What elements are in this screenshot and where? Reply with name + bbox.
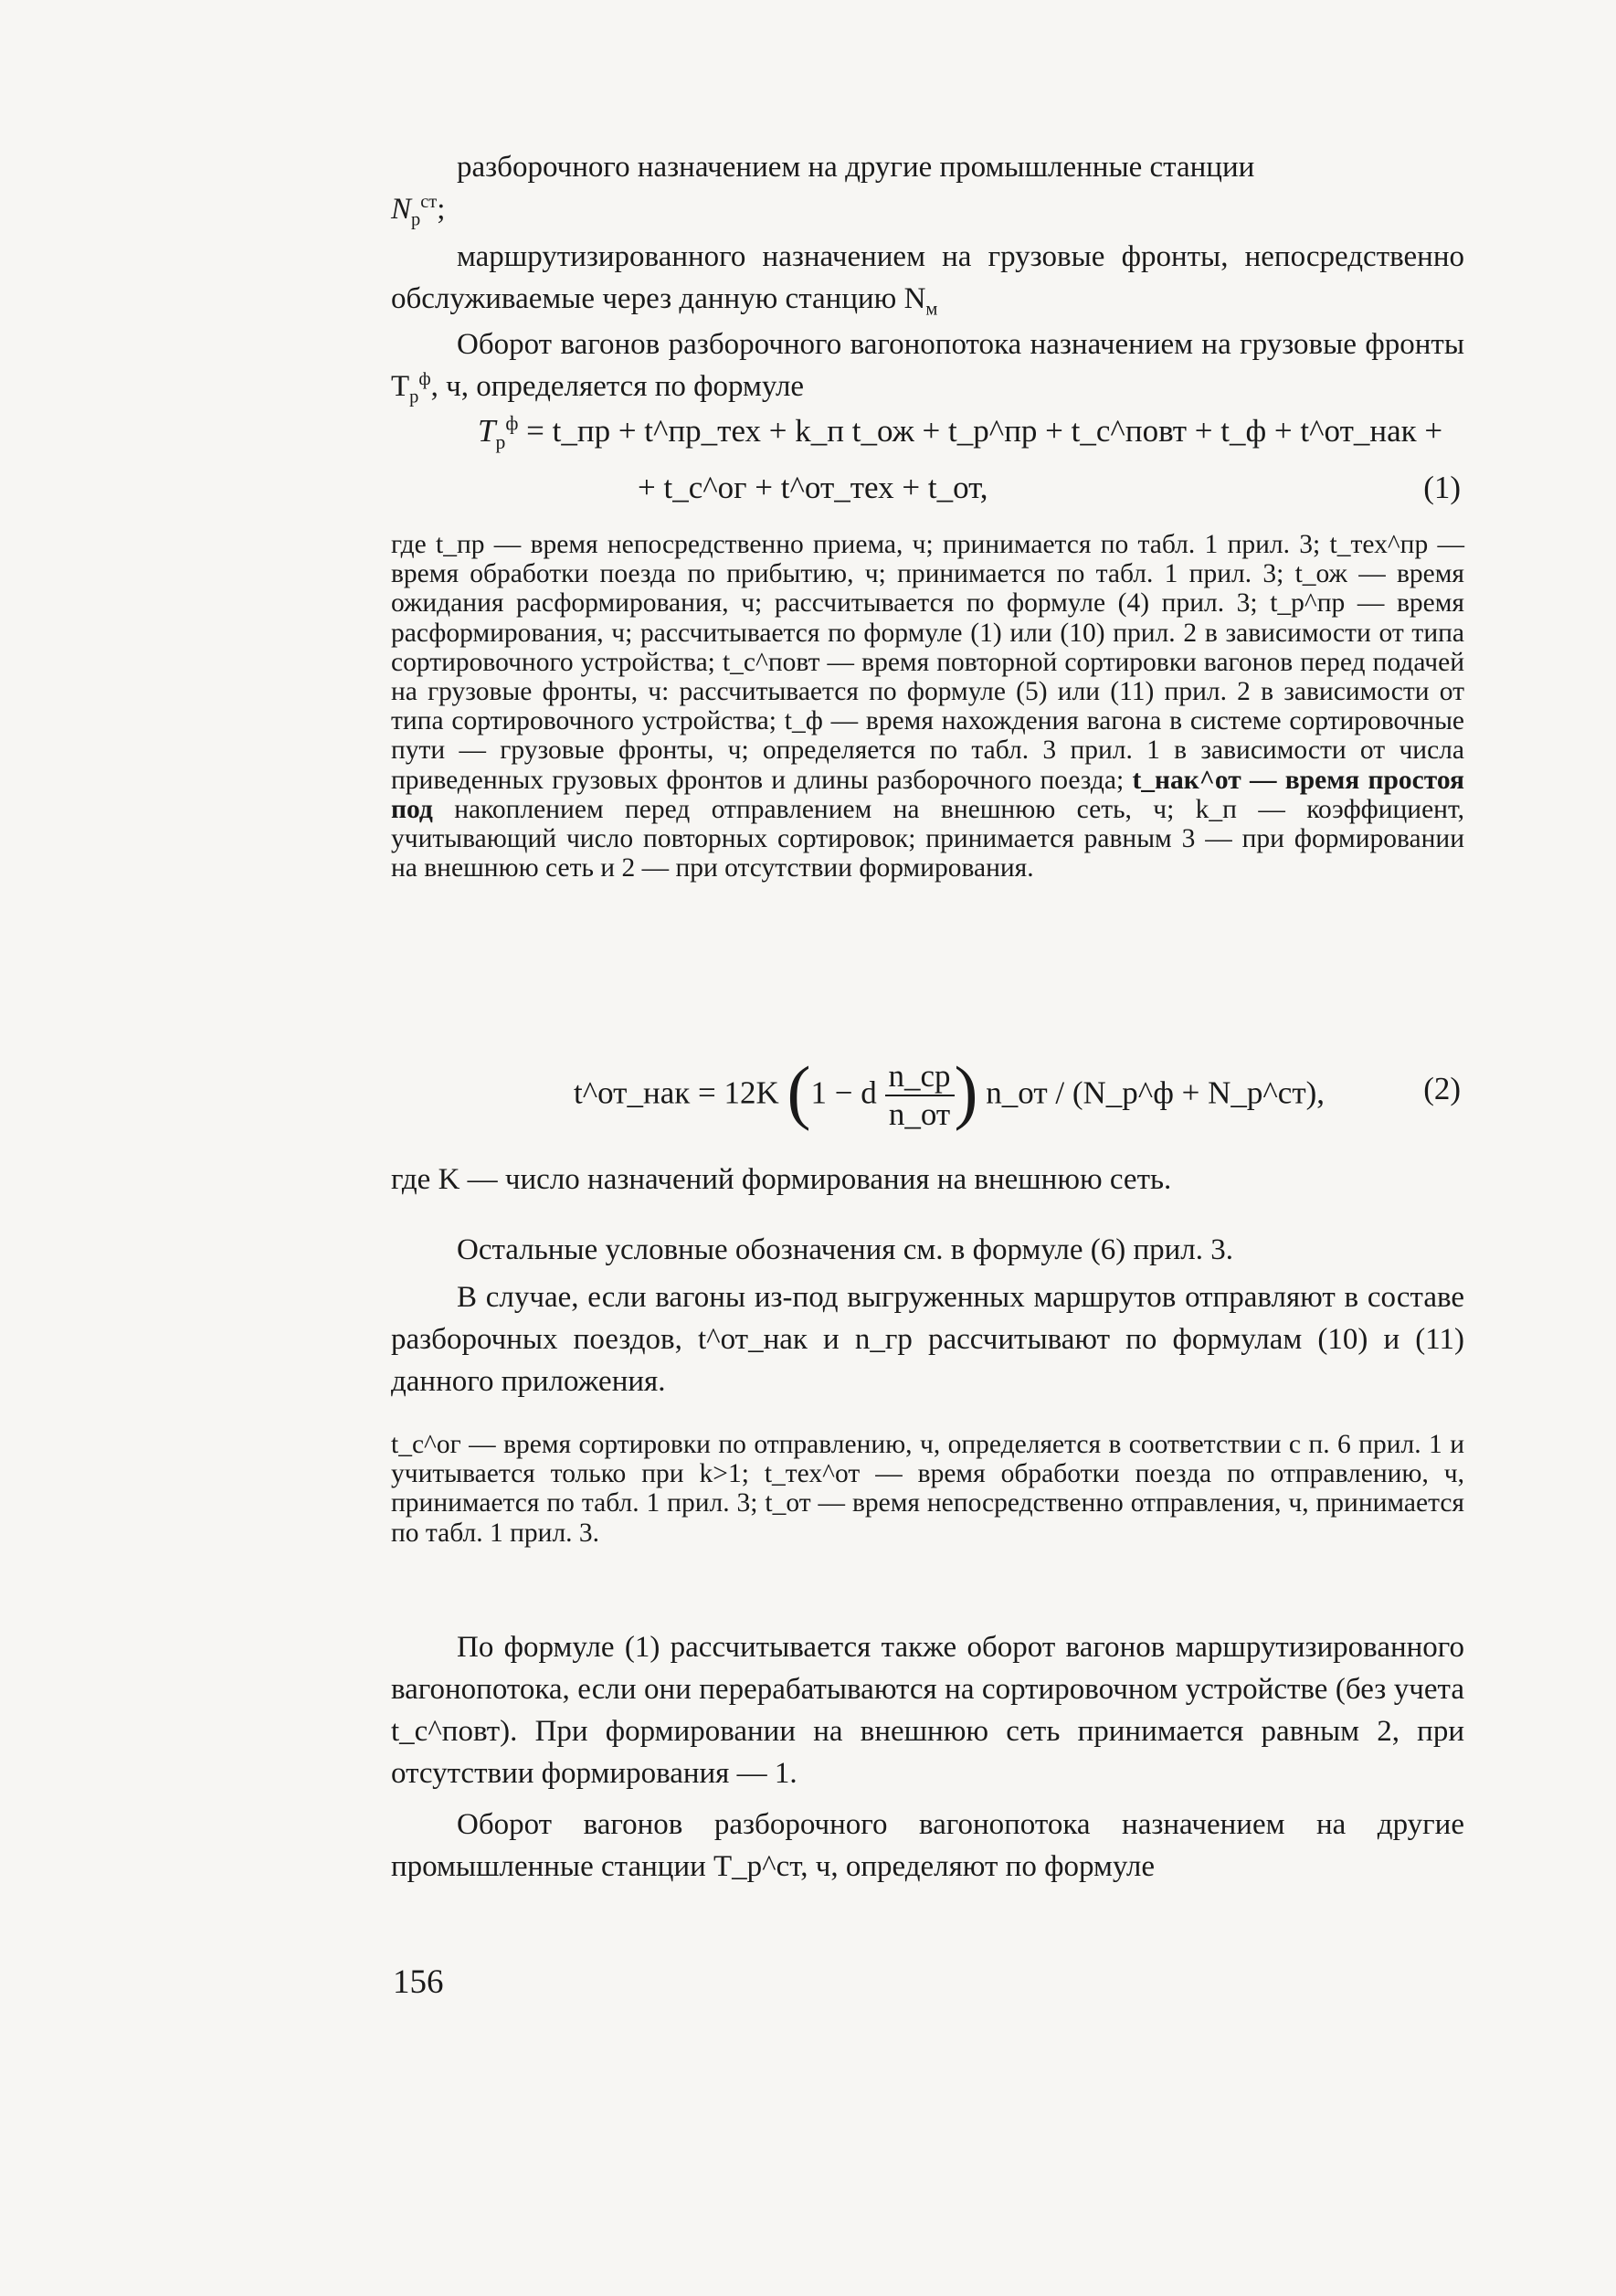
var-n: N bbox=[391, 193, 412, 226]
paragraph-formula-1: По формуле (1) рассчитывается также оборот вагонов маршрутизированного вагонопотока, если они перерабатываются на сортировочном устройстве (без учета t_с^повт). При формировании на внешнюю сеть принимается равным 2, при отсутствии формирования — 1. bbox=[391, 1631, 1464, 1790]
paragraph-rest: Остальные условные обозначения см. в формуле (6) прил. 3. bbox=[457, 1233, 1234, 1266]
paragraph-3-end: , ч, определяется по формуле bbox=[430, 370, 805, 403]
formula-1-t: T bbox=[478, 413, 496, 449]
formula-2-paren-open: ( bbox=[787, 1052, 811, 1132]
definitions-1-end: накоплением перед отправлением на внешнюю сеть, ч; k_п — коэффициент, учитывающий число повторных сортировок; принимается равным 3 — при формировании на внешнюю сеть и 2 — при отсутствии формирования. bbox=[391, 794, 1464, 883]
paragraph-2-text: маршрутизированного назначением на грузовые фронты, непосредственно обслуживаемые через данную станцию N bbox=[391, 240, 1464, 315]
formula-1-line-1 bbox=[391, 409, 1464, 453]
formula-2-fraction bbox=[885, 1058, 955, 1134]
sup-st: ст bbox=[420, 192, 438, 212]
semicolon: ; bbox=[437, 193, 446, 226]
definitions-1 bbox=[391, 530, 1464, 883]
sup-f: ф bbox=[418, 369, 431, 389]
paragraph-3 bbox=[391, 323, 1464, 407]
formula-1-sub: р bbox=[495, 431, 506, 453]
fraction-numerator: n_ср bbox=[885, 1058, 955, 1096]
definition-2: где K — число назначений формирования на внешнюю сеть. bbox=[391, 1163, 1172, 1196]
definitions-1-block bbox=[391, 530, 1464, 883]
sub-r: р bbox=[411, 209, 421, 230]
paragraph-1 bbox=[391, 146, 1464, 230]
definitions-1-bold: t_нак^от — время простоя под bbox=[391, 765, 1465, 824]
page-number: 156 bbox=[393, 1963, 444, 2001]
definitions-3-block bbox=[391, 1430, 1464, 1548]
sub-r2: р bbox=[409, 386, 419, 407]
intro-block bbox=[391, 146, 1464, 407]
formula-1 bbox=[391, 409, 1464, 510]
definition-2-block bbox=[391, 1159, 1464, 1201]
formula-1-body-2: + t_с^ог + t^от_тех + t_от, bbox=[638, 470, 988, 505]
formula-2-rest: n_от / (N_р^ф + N_р^ст), bbox=[986, 1074, 1326, 1111]
formula-1-line-2 bbox=[391, 466, 1464, 510]
formula-2 bbox=[391, 1052, 1464, 1134]
rest-block bbox=[391, 1229, 1464, 1402]
paragraph-3-text: Оборот вагонов разборочного вагонопотока назначением на грузовые фронты Т bbox=[391, 328, 1464, 403]
sub-m: м bbox=[925, 299, 938, 320]
fraction-denominator: n_от bbox=[888, 1096, 951, 1133]
formula-2-lhs: t^от_нак = 12K bbox=[574, 1074, 779, 1111]
formula-1-body-1: = t_пр + t^пр_тех + k_п t_ож + t_р^пр + t_с^повт + t_ф + t^от_нак + bbox=[518, 413, 1443, 449]
paragraph-2 bbox=[391, 236, 1464, 320]
formula-2-line bbox=[391, 1052, 1464, 1134]
formula-2-one-minus: 1 − d bbox=[810, 1074, 877, 1111]
formula-2-number: (2) bbox=[1423, 1071, 1461, 1106]
formula-1-number: (1) bbox=[1423, 470, 1461, 505]
final-block bbox=[391, 1626, 1464, 1888]
paragraph-last: Оборот вагонов разборочного вагонопотока назначением на другие промышленные станции Т_р^ст, ч, определяют по формуле bbox=[391, 1808, 1464, 1883]
formula-2-paren-close: ) bbox=[954, 1052, 978, 1132]
paragraph-case: В случае, если вагоны из-под выгруженных маршрутов отправляют в составе разборочных поездов, t^от_нак и n_гр рассчитывают по формулам (10) и (11) данного приложения. bbox=[391, 1281, 1464, 1398]
definitions-1-text: где t_пр — время непосредственно приема, ч; принимается по табл. 1 прил. 3; t_тех^пр — время обработки поезда по прибытию, ч; принимается по табл. 1 прил. 3; t_ож — время ожидания расформирования, ч; рассчитывается по формуле (4) прил. 3; t_р^пр — время расформирования, ч; рассчитывается по формуле (1) или (10) прил. 2 в зависимости от типа сортировочного устройства; t_с^повт — время повторной сортировки вагонов перед подачей на грузовые фронты, ч: рассчитывается по формуле (5) или (11) прил. 2 в зависимости от типа сортировочного устройства; t_ф — время нахождения вагона в системе сортировочные пути — грузовые фронты, ч; определяется по табл. 3 прил. 1 в зависимости от числа приведенных грузовых фронтов и длины разборочного поезда; bbox=[391, 530, 1464, 795]
formula-1-sup: ф bbox=[505, 412, 519, 435]
paragraph-1-text: разборочного назначением на другие промышленные станции bbox=[457, 151, 1255, 184]
definitions-3: t_с^ог — время сортировки по отправлению, ч, определяется в соответствии с п. 6 прил. 1 и учитывается только при k>1; t_тех^от — время обработки поезда по отправлению, ч, принимается по табл. 1 прил. 3; t_от — время непосредственно отправления, ч, принимается по табл. 1 прил. 3. bbox=[391, 1430, 1464, 1548]
